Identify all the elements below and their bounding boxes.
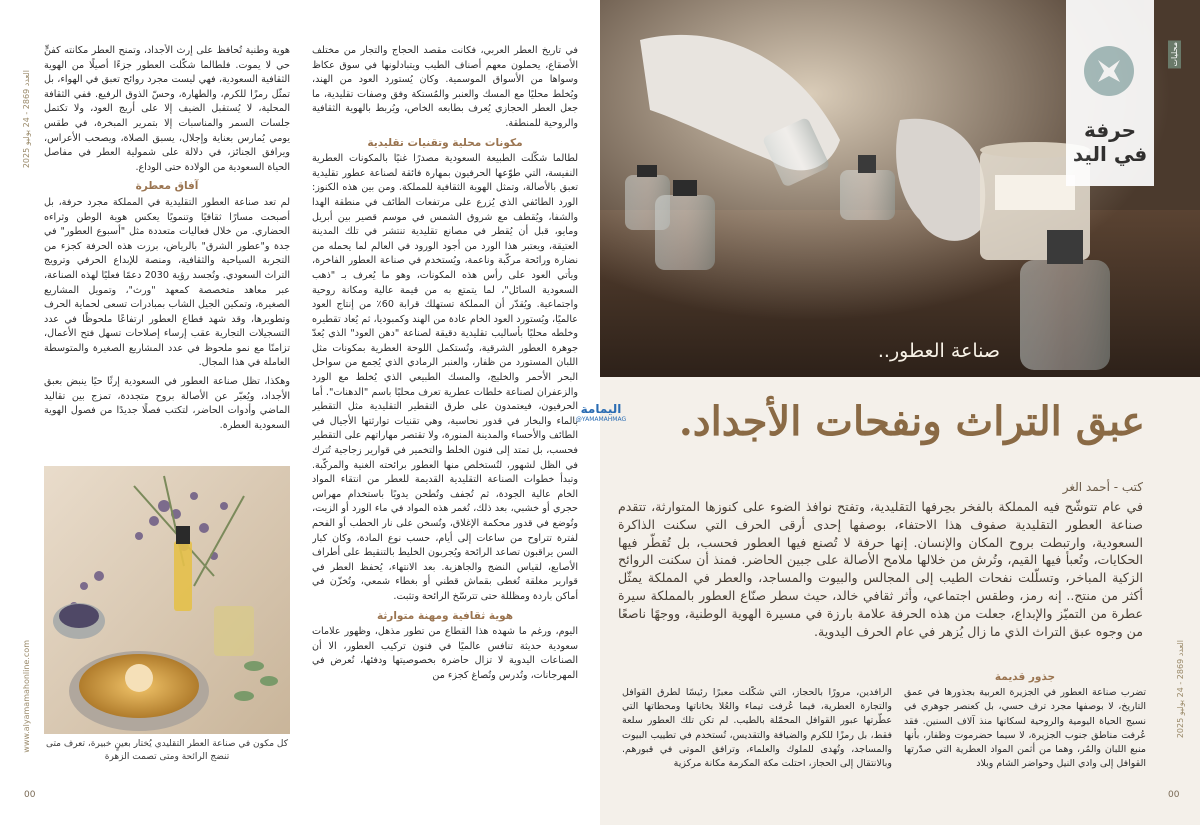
body-paragraph: الرافدين، مرورًا بالحجاز، التي شكّلت معبرًا رئيسًا لطرق القوافل والتجارة العطرية، فيما عُرفت تيماء والعُلا بخاناتها ومحطاتها التي عطّرتها عبور القوافل المحمّلة بالطيب. لم تكن تلك العطور سلعة فقط، بل رمزًا للكرم والضيافة والتقديس، تُستخدم في تطييب البيوت والمساجد، وتُهدى للملوك والعلماء، وترافق الموتى في قبورهم. وبالانتقال إلى الحجاز، احتلت مكة المكرمة مكانة مركزية — [622, 687, 892, 770]
body-paragraph: هوية وطنية تُحافظ على إرث الأجداد، وتمنح العطر مكانته كفنٍّ حي لا يموت. فلطالما شكّلت العطور جزءًا أصيلًا من الهوية الثقافية السعودية، فهي ليست مجرد روائح تعبق في الهواء، بل تمثّل رمزًا للكرم، والطهارة، وحسّ الذوق الرفيع. ففي الثقافة المحلية، لا يُستقبل الضيف إلا على أريج العود، ولا تكتمل جلسات السمر والمناسبات إلا بتمرير المبخرة، في طقس يومي يُمارس بعناية وإجلال، يسبق الصلاة، ويصحب الأعراس، ويرافق الجنائز، في دلالة على شمولية العطر في مفاصل الحياة السعودية من الولادة حتى الوداع. — [44, 45, 290, 173]
body-paragraph: تضرب صناعة العطور في الجزيرة العربية بجذورها في عمق التاريخ، لا بوصفها مجرد ترف حسي، بل كعنصر جوهري في نسيج الحياة اليومية والروحية لسكانها منذ آلاف السنين. فقد عُرفت مناطق جنوب الجزيرة، لا سيما حضرموت وظفار، بأنها منبع اللبان والمُر، وهما من أثمن المواد العطرية التي صدّرتها القوافل إلى وادي النيل وحواضر الشام وبلاد — [904, 687, 1146, 770]
photo-caption: صناعة العطور.. — [877, 340, 1000, 362]
site-url: www.alyamamahonline.com — [22, 640, 31, 753]
byline: كتب - أحمد الغر — [1062, 480, 1143, 494]
body-paragraph: وهكذا، تظل صناعة العطور في السعودية إرثًا حيًا ينبض بعبق الأجداد، ويُعبّر عن الأصالة بروح متجددة، تمزج بين تقاليد الماضي وأدوات الحاضر، لتكتب فصلًا جديدًا من فصول الهوية السعودية العطرة. — [44, 376, 290, 431]
brand-block — [574, 402, 628, 423]
body-paragraph: لم تعد صناعة العطور التقليدية في المملكة مجرد حرفة، بل أصبحت مسارًا ثقافيًا وتنمويًا يعكس هوية الوطن وثراءه الحضاري. من خلال فعاليات متعددة مثل "أسبوع العطور" في جدة و"عطور الشرق" بالرياض، برزت هذه الحرفة كجزء من التجربة السياحية والثقافية، ومنصة للإبداع الحرفي وترويج التراث السعودي. وتُجسد رؤية 2030 دعمًا فعليًا لهذه الصناعة، عبر معاهد متخصصة كمعهد "ورث"، وتمويل المشاريع الصغيرة، وتمكين الجيل الشاب بمبادرات تسعى لحماية الحرف وتطويرها، وقد شهد قطاع العطور ارتفاعًا ملحوظًا في عدد التسجيلات التجارية عقب إرساء إصلاحات تسهل فتح الأعمال، تزامنًا مع نمو ملحوظ في عدد المشاريع الصغيرة والمتوسطة العاملة في هذا المجال. — [44, 196, 290, 369]
section-tag: محليات — [1170, 42, 1179, 67]
subheading-horizons: آفاق معطرة — [135, 180, 199, 193]
logo-icon — [1084, 46, 1134, 96]
craft-badge — [1066, 0, 1154, 186]
subheading-identity: هوية ثقافية ومهنة متوارثة — [376, 609, 514, 622]
issue-info: العدد 2869 - 24 يوليو 2025 — [1176, 640, 1185, 739]
body-paragraph: في تاريخ العطر العربي، فكانت مقصد الحجاج والتجار من مختلف الأصقاع، يحملون معهم أصناف الطيب ويتبادلونها في سوق عكاظ وسواها من الأسواق الموسمية. وكان يُستورد العود من الهند، ويُخلط محليًا مع المسك والعنبر والمُستكة وفق وصفات تقليدية، ما جعل العطر الحجازي يُعرف بطابعه الخاص، ويُربط بالهوية الثقافية والروحية للمنطقة. — [312, 45, 578, 129]
page-number: 00 — [1168, 790, 1180, 800]
body-paragraph: اليوم، ورغم ما شهده هذا القطاع من تطور مذهل، وظهور علامات سعودية حديثة تنافس عالميًا في فنون تركيب العطور، الا أن الصناعات اليدوية لا تزال حاضرة بخصوصيتها ودفئها، تُعرض في المهرجانات، وتُدرس وتُصاغ كجزء من — [312, 626, 578, 681]
issue-info: العدد 2869 - 24 يوليو 2025 — [22, 70, 31, 169]
herbs-photo — [44, 466, 290, 734]
body-paragraph: لطالما شكّلت الطبيعة السعودية مصدرًا غنيًا بالمكونات العطرية النفيسة، التي طوّعها الحرفيون بمهارة فائقة لصناعة عطور تقليدية تعبق بالأصالة، وتمثل الهوية الثقافية للمملكة. ومن بين هذه الكنوز: الورد الطائفي الذي يُزرع على مرتفعات الطائف في منطقة الهدا والشفا، ويُقطف مع شروق الشمس في موسم قصير بين أبريل ومايو، قبل أن يُقطر في مصانع تقليدية تنتشر في تلك المدينة العتيقة، ويعتبر هذا الورد من أجود الورود في العالم لما يحمله من نضارة ورائحة مركّبة وناعمة، ويُستخدم في صناعة العطور الفاخرة، ويأتي العود على رأس هذه المكونات، وهو ما يُعرف بـ "ذهب السعودية السائل"، لما يتمتع به من قيمة عالية ومكانة روحية واجتماعية. ويُقدّر أن المملكة تستهلك قرابة 60٪ من إنتاج العود عالميًا، ويُستورد العود الخام عادة من الهند وكمبوديا، ثم يُعاد تقطيره وخلطه محليًا بأساليب تقليدية دقيقة لصناعة "دهن العود" الذي يُعدّ جوهرة العطور الشرقية، وتُستكمل اللوحة العطرية بمكونات مثل اللبان المستورد من ظفار، والعنبر الرمادي الذي يُجمع من سواحل البحر الأحمر والخليج، والمسك الطبيعي الذي يُخلط مع الورد والزعفران لصناعة خلطات عطرية تعرف محليًا باسم "الدهنات". أما الحرفيون، فيعتمدون على طرق التقطير التقليدية مثل التقطير بالماء والبخار في قدور نحاسية، وهي تقنيات توارثتها الأجيال في الطائف والأحساء والمدينة المنورة، ولا تقتصر مهاراتهم على التقطير فحسب، بل تمتد إلى فنون الخلط والتخمير في قوارير زجاجية تُترك في الظل لشهور، لتُستخلص منها العطور برائحته الغنية والمركّبة. وتبدأ خطوات الصناعة التقليدية القديمة للعطر من انتقاء المواد الخام عالية الجودة، ثم تُجفف وتُطحن يدويًا باستخدام مهراس حجري أو خشبي، بعد ذلك، تُغمر هذه المواد في ماء الورد أو الزيت، وتُوضع في قدور محكمة الإغلاق، وتُسخن على نار الحطب أو الفحم لفترة تتراوح من ساعات إلى أيام، حسب نوع المادة، وكان كبار السن يراقبون تصاعد الرائحة ويُجربون الخليط بالتنقيط على أطراف الأصابع، لقياس النضج والجاهزية. بعد الانتهاء، يُحفظ العطر في قوارير مغلقة تُغطى بقماش قطني أو بغطاء شمعي، وتُخزّن في أماكن باردة ومظللة حتى تترسّخ الرائحة وتثبت. — [312, 153, 578, 602]
badge-title: حرفة في اليد — [1072, 118, 1148, 166]
photo-caption: كل مكون في صناعة العطر التقليدي يُختار بعينٍ خبيرة، تعرف متى تنضج الرائحة ومتى تصمت الزهرة — [45, 739, 289, 762]
lead-paragraph: في عام تتوشّح فيه المملكة بالفخر بحِرفها التقليدية، وتفتح نوافذ الضوء على كنوزها المتوارثة، تتقدم صناعة العطور التقليدية صفوف هذا الاحتفاء، بوصفها إحدى أرقى الحرف التي سكنت الذاكرة السعودية، وارتبطت بروح المكان والإنسان. إنها حرفة لا تُصنع فيها العطور فحسب، بل تُقطّر فيها الحكايات، وتُعبأ فيها القيم، وتُرش من خلالها ملامح الأصالة على جبين الحاضر. فمنذ أن سكنت الروائح الزكية المباخر، وتسلّلت نفحات الطيب إلى المجالس والبيوت والمساجد، والعطر في المملكة يمثّل أكثر من منتج.. إنه رمز، وطقس اجتماعي، وأثر ثقافي خالد، حيث سطر صنّاع العطور بالمملكة سيرة عطرة من التميّز والإبداع، جعلت من هذه الحرفة علامة بارزة في مسيرة الهوية الوطنية، ووجهًا ناصعًا من وجوه عبق التراث الذي ما زال يُزهر في عام الحرف اليدوية. — [618, 499, 1143, 639]
subheading-roots: جذور قديمة — [994, 671, 1056, 683]
article-title: عبق التراث ونفحات الأجداد. — [678, 398, 1145, 445]
left-page-col-left — [44, 44, 290, 464]
left-page-col-right — [312, 44, 578, 814]
brand-social: @YAMAMAHMAG — [575, 416, 627, 423]
page-number: 00 — [24, 790, 36, 800]
roots-col-right — [904, 666, 1146, 816]
roots-col-left — [622, 686, 892, 816]
subheading-techniques: مكونات محلية وتقنيات تقليدية — [367, 136, 523, 149]
brand-logo: اليمامة — [580, 402, 622, 416]
